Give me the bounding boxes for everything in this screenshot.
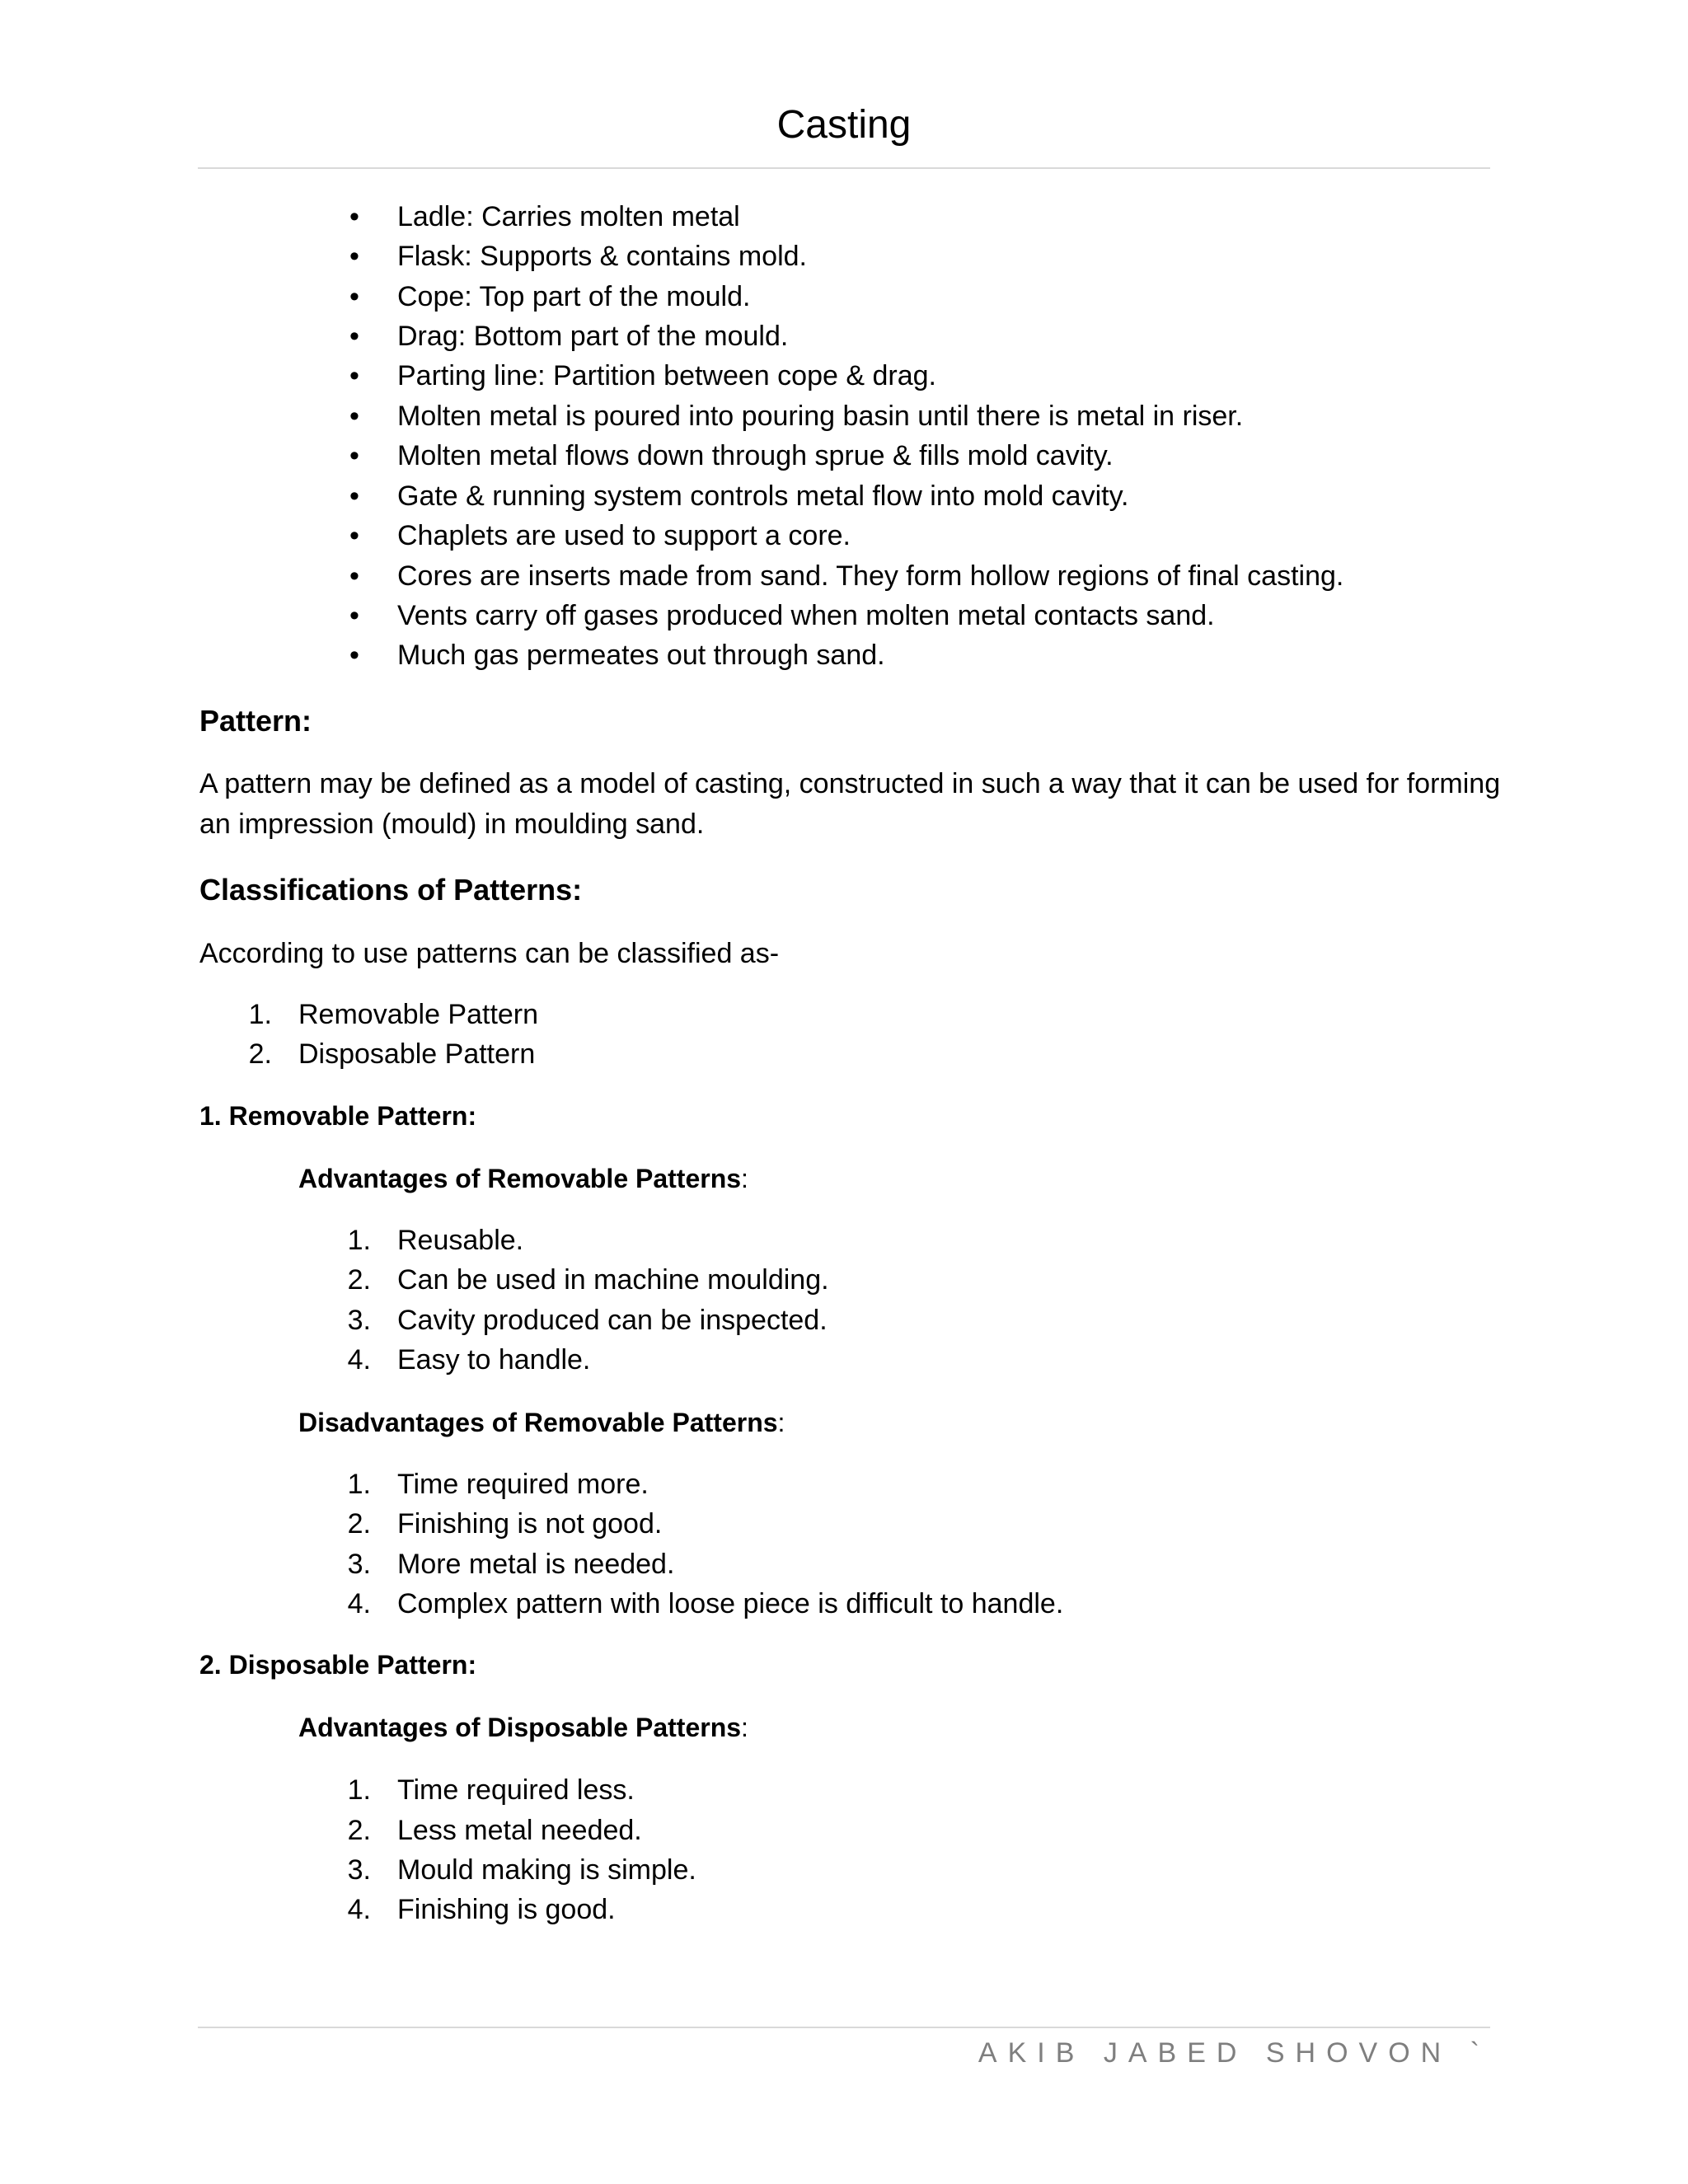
- header-divider: [198, 167, 1490, 169]
- classification-item: Disposable Pattern: [298, 1038, 536, 1070]
- removable-disadvantage-item: Time required more.: [397, 1469, 649, 1500]
- disposable-advantages-heading: [298, 1708, 748, 1746]
- removable-disadvantage-item: More metal is needed.: [397, 1549, 675, 1580]
- removable-advantage-item: Cavity produced can be inspected.: [397, 1305, 828, 1336]
- list-item: Vents carry off gases produced when molten metal contacts sand.: [397, 600, 1215, 631]
- disposable-advantages-label: Advantages of Disposable Patterns: [298, 1713, 742, 1742]
- list-item: Molten metal flows down through sprue & fills mold cavity.: [397, 440, 1114, 471]
- list-item: Ladle: Carries molten metal: [397, 201, 740, 232]
- list-item: Chaplets are used to support a core.: [397, 520, 851, 551]
- list-number: 1.: [347, 1225, 371, 1256]
- list-item: Gate & running system controls metal flow into mold cavity.: [397, 480, 1129, 512]
- removable-disadvantages-label: Disadvantages of Removable Patterns: [298, 1408, 778, 1437]
- list-item: Drag: Bottom part of the mould.: [397, 321, 789, 352]
- classifications-heading: Classifications of Patterns:: [199, 873, 583, 907]
- removable-advantages-label: Advantages of Removable Patterns: [298, 1164, 742, 1193]
- page-title: Casting: [776, 103, 912, 147]
- heading-colon: :: [741, 1713, 748, 1742]
- footer-author: AKIB JABED SHOVON `: [978, 2037, 1490, 2069]
- list-number: 3.: [347, 1854, 371, 1886]
- bullet-marker: •: [349, 201, 359, 232]
- list-number: 3.: [347, 1549, 371, 1580]
- list-item: Cores are inserts made from sand. They form hollow regions of final casting.: [397, 560, 1344, 592]
- list-number: 4.: [347, 1344, 371, 1376]
- removable-advantages-heading: [298, 1160, 748, 1197]
- bullet-marker: •: [349, 520, 359, 551]
- list-number: 4.: [347, 1588, 371, 1619]
- disposable-advantage-item: Less metal needed.: [397, 1815, 642, 1846]
- classifications-intro: According to use patterns can be classified as-: [199, 938, 780, 969]
- bullet-marker: •: [349, 560, 359, 592]
- disposable-advantage-item: Mould making is simple.: [397, 1854, 696, 1886]
- disposable-advantage-item: Time required less.: [397, 1774, 635, 1806]
- bullet-marker: •: [349, 241, 359, 272]
- bullet-marker: •: [349, 401, 359, 432]
- list-item: Molten metal is poured into pouring basin until there is metal in riser.: [397, 401, 1244, 432]
- bullet-marker: •: [349, 480, 359, 512]
- heading-colon: :: [777, 1408, 785, 1437]
- bullet-marker: •: [349, 600, 359, 631]
- bullet-marker: •: [349, 440, 359, 471]
- bullet-marker: •: [349, 360, 359, 391]
- pattern-definition: A pattern may be defined as a model of casting, constructed in such a way that it can be used for forming an impression (mould) in moulding sand.: [199, 768, 1501, 840]
- list-number: 2.: [248, 1038, 272, 1070]
- list-number: 2.: [347, 1264, 371, 1296]
- list-number: 1.: [347, 1469, 371, 1500]
- removable-advantage-item: Reusable.: [397, 1225, 524, 1256]
- list-number: 2.: [347, 1508, 371, 1540]
- list-item: Much gas permeates out through sand.: [397, 640, 885, 671]
- disposable-advantage-item: Finishing is good.: [397, 1894, 616, 1925]
- bullet-marker: •: [349, 321, 359, 352]
- list-number: 2.: [347, 1815, 371, 1846]
- list-number: 4.: [347, 1894, 371, 1925]
- list-item: Cope: Top part of the mould.: [397, 281, 751, 312]
- list-number: 1.: [347, 1774, 371, 1806]
- disposable-pattern-heading: 2. Disposable Pattern:: [199, 1650, 477, 1680]
- pattern-heading: Pattern:: [199, 704, 312, 738]
- list-item: Flask: Supports & contains mold.: [397, 241, 808, 272]
- heading-colon: :: [741, 1164, 748, 1193]
- removable-advantage-item: Easy to handle.: [397, 1344, 591, 1376]
- removable-advantage-item: Can be used in machine moulding.: [397, 1264, 829, 1296]
- removable-disadvantage-item: Finishing is not good.: [397, 1508, 663, 1540]
- classification-item: Removable Pattern: [298, 999, 539, 1030]
- footer-divider: [198, 2027, 1490, 2028]
- removable-disadvantages-heading: [298, 1404, 785, 1441]
- list-item: Parting line: Partition between cope & drag.: [397, 360, 936, 391]
- removable-pattern-heading: 1. Removable Pattern:: [199, 1101, 477, 1131]
- list-number: 1.: [248, 999, 272, 1030]
- bullet-marker: •: [349, 640, 359, 671]
- list-number: 3.: [347, 1305, 371, 1336]
- removable-disadvantage-item: Complex pattern with loose piece is difficult to handle.: [397, 1588, 1064, 1619]
- bullet-marker: •: [349, 281, 359, 312]
